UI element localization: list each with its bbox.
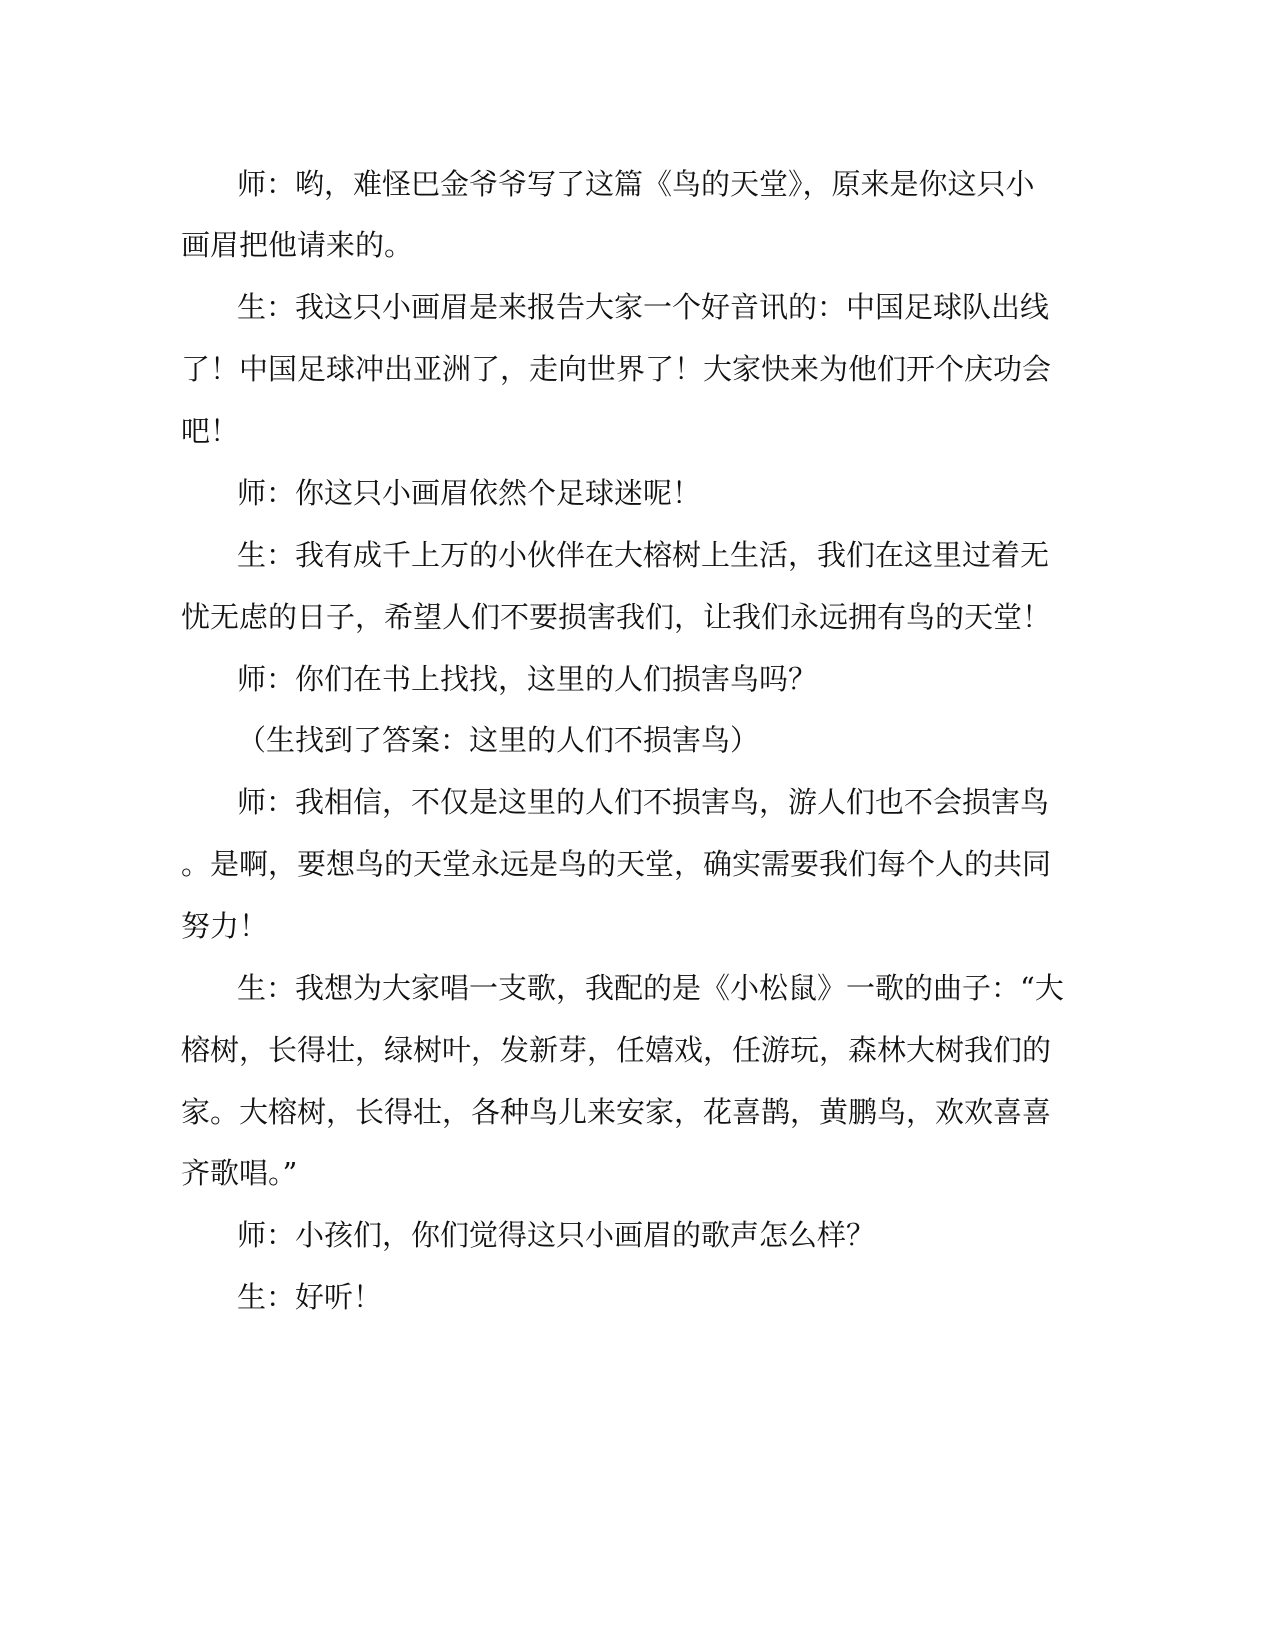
text-line: 榕树，长得壮，绿树叶，发新芽，任嬉戏，任游玩，森林大树我们的	[181, 1033, 1052, 1067]
text-line: 吧！	[181, 414, 240, 448]
text-line: 忧无虑的日子，希望人们不要损害我们，让我们永远拥有鸟的天堂！	[181, 600, 1052, 634]
text-line: 师：我相信，不仅是这里的人们不损害鸟，游人们也不会损害鸟	[237, 785, 1050, 819]
text-line: 家。大榕树，长得壮，各种鸟儿来安家，花喜鹊，黄鹏鸟，欢欢喜喜	[181, 1095, 1052, 1129]
text-line: 生：我有成千上万的小伙伴在大榕树上生活，我们在这里过着无	[237, 538, 1050, 572]
text-line: 师：你们在书上找找，这里的人们损害鸟吗？	[237, 662, 818, 696]
text-line: 。是啊，要想鸟的天堂永远是鸟的天堂，确实需要我们每个人的共同	[181, 847, 1052, 881]
text-line: 生：我想为大家唱一支歌，我配的是《小松鼠》一歌的曲子：“大	[237, 971, 1064, 1005]
text-line: 师：小孩们，你们觉得这只小画眉的歌声怎么样？	[237, 1218, 876, 1252]
text-line: 了！中国足球冲出亚洲了，走向世界了！大家快来为他们开个庆功会	[181, 352, 1052, 386]
text-line: 努力！	[181, 909, 269, 943]
text-line: 师：哟，难怪巴金爷爷写了这篇《鸟的天堂》，原来是你这只小	[237, 167, 1035, 201]
text-line: 画眉把他请来的。	[181, 228, 414, 262]
text-line: 齐歌唱。”	[181, 1156, 298, 1190]
text-line: 生：我这只小画眉是来报告大家一个好音讯的：中国足球队出线	[237, 290, 1050, 324]
text-line: （生找到了答案：这里的人们不损害鸟）	[237, 723, 760, 757]
text-line: 生：好听！	[237, 1280, 383, 1314]
text-line: 师：你这只小画眉依然个足球迷呢！	[237, 476, 702, 510]
